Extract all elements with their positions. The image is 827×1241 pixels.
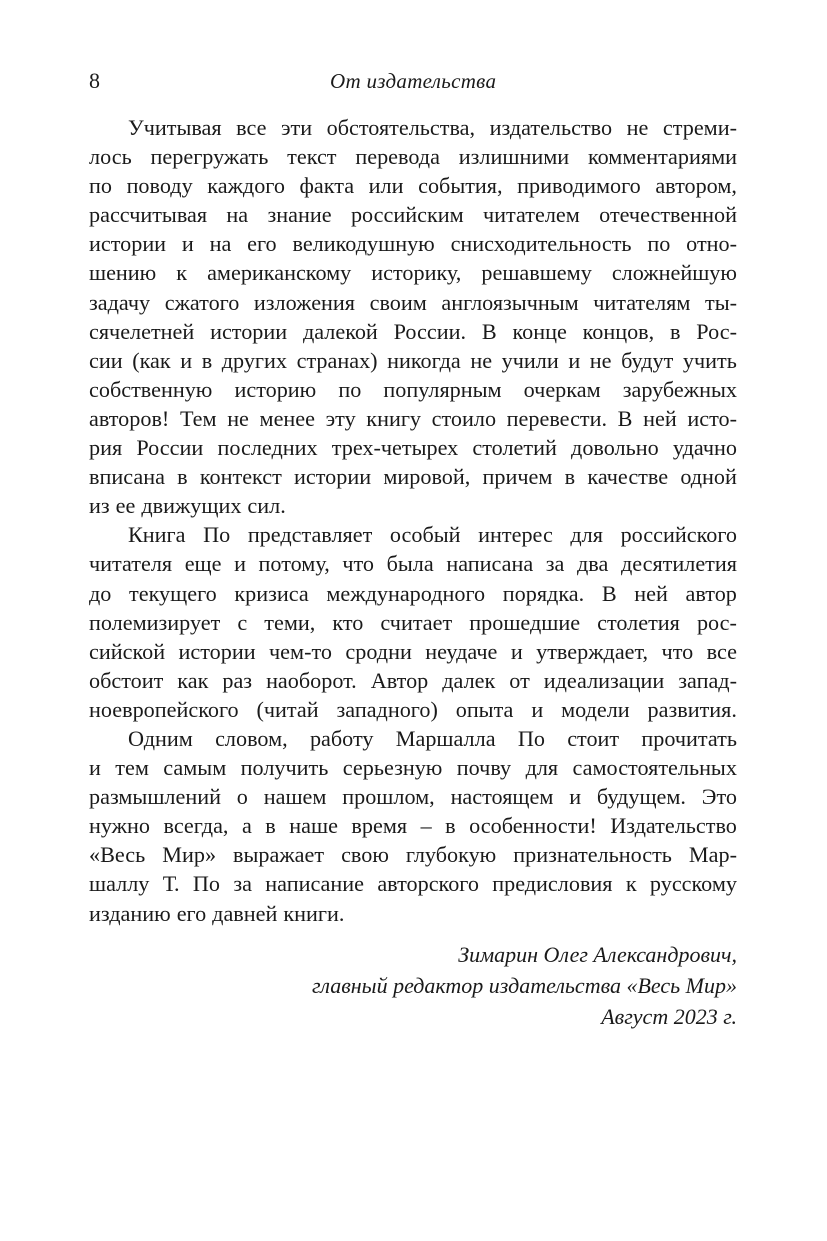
signature-name: Зимарин Олег Александрович, <box>458 942 737 967</box>
text-line: авторов! Тем не менее эту книгу стоило перевести. В ней исто- <box>89 405 737 431</box>
text-line: до текущего кризиса международного порядка. В ней автор <box>89 580 737 606</box>
text-line: шаллу Т. По за написание авторского предисловия к русскому <box>89 871 737 897</box>
text-line: собственную историю по популярным очеркам зарубежных <box>89 376 737 402</box>
text-line: нужно всегда, а в наше время – в особенности! Издательство <box>89 813 737 839</box>
signature-date: Август 2023 г. <box>601 1004 737 1029</box>
text-line: сийской истории чем-то сродни неудаче и утверждает, что все <box>89 638 737 664</box>
text-line: размышлений о нашем прошлом, настоящем и будущем. Это <box>89 784 737 810</box>
body-text <box>89 113 737 928</box>
text-line: рассчитывая на знание российским читателем отечественной <box>89 202 737 228</box>
text-line: рия России последних трех-четырех столетий довольно удачно <box>89 435 737 461</box>
text-line: изданию его давней книги. <box>89 900 345 926</box>
text-line: обстоит как раз наоборот. Автор далек от идеализации запад- <box>89 667 737 693</box>
text-line: лось перегружать текст перевода излишними комментариями <box>89 144 737 170</box>
text-line: читателя еще и потому, что была написана за два десятилетия <box>89 551 737 577</box>
text-line: из ее движущих сил. <box>89 493 286 519</box>
page-number: 8 <box>89 68 100 93</box>
signature-position: главный редактор издательства «Весь Мир» <box>312 973 737 998</box>
text-line: Книга По представляет особый интерес для российского <box>128 522 737 548</box>
text-line: по поводу каждого факта или события, приводимого автором, <box>89 173 737 199</box>
signature-block <box>312 939 737 1032</box>
text-line: «Весь Мир» выражает свою глубокую признательность Мар- <box>89 842 737 868</box>
text-line: вписана в контекст истории мировой, причем в качестве одной <box>89 464 737 490</box>
text-line: сячелетней истории далекой России. В конце концов, в Рос- <box>89 318 737 344</box>
text-line: и тем самым получить серьезную почву для самостоятельных <box>89 755 737 781</box>
text-line: задачу сжатого изложения своим англоязычным читателям ты- <box>89 289 737 315</box>
text-line: сии (как и в других странах) никогда не учили и не будут учить <box>89 347 737 373</box>
text-line: ноевропейского (читай западного) опыта и модели развития. <box>89 696 737 722</box>
running-title: От издательства <box>330 69 497 93</box>
text-line: шению к американскому историку, решавшему сложнейшую <box>89 260 737 286</box>
text-line: Учитывая все эти обстоятельства, издательство не стреми- <box>128 115 737 140</box>
text-line: истории и на его великодушную снисходительность по отно- <box>89 231 737 257</box>
text-line: полемизирует с теми, кто считает прошедшие столетия рос- <box>89 609 737 635</box>
text-line: Одним словом, работу Маршалла По стоит прочитать <box>128 725 737 751</box>
